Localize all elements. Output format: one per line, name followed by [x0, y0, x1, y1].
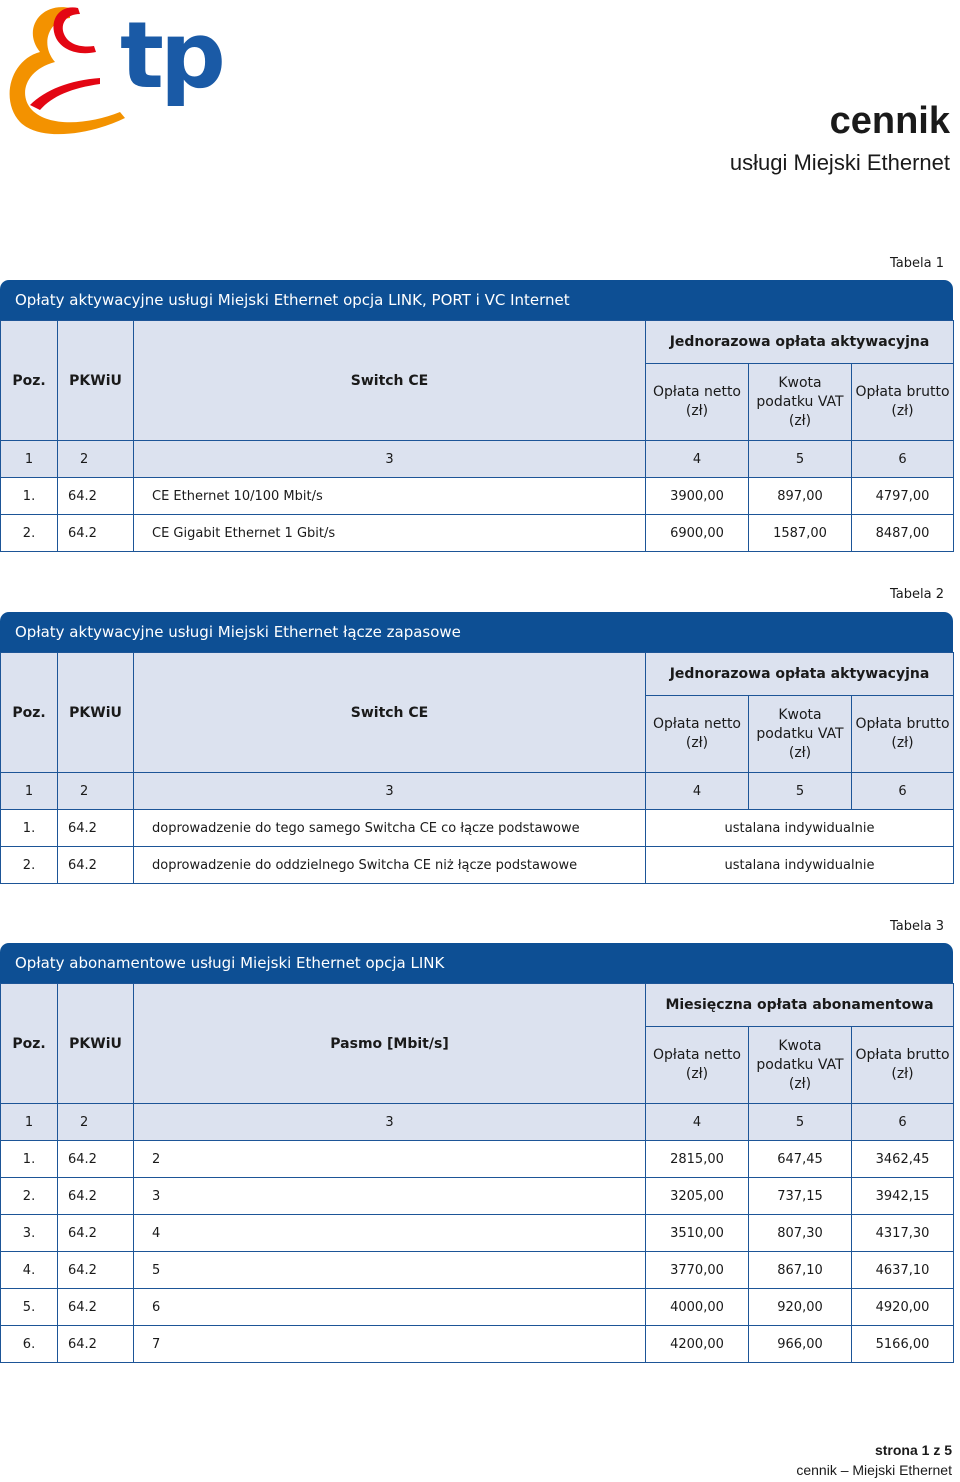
header-pkwiu: PKWiU: [58, 321, 134, 441]
cell-merged-price: ustalana indywidualnie: [646, 810, 954, 847]
header-vat: Kwota podatku VAT (zł): [749, 696, 852, 773]
col-number: 2: [58, 773, 134, 810]
cell-pkwiu: 64.2: [58, 1178, 134, 1215]
header-netto: Opłata netto (zł): [646, 1027, 749, 1104]
table-1: [0, 280, 953, 552]
cell-name: CE Gigabit Ethernet 1 Gbit/s: [134, 515, 646, 552]
cell-pkwiu: 64.2: [58, 1252, 134, 1289]
cell-poz: 1.: [1, 478, 58, 515]
table-caption: Opłaty aktywacyjne usługi Miejski Ethernet łącze zapasowe: [0, 612, 953, 652]
cell-netto: 4200,00: [646, 1326, 749, 1363]
header-pkwiu: PKWiU: [58, 653, 134, 773]
page-subtitle: usługi Miejski Ethernet: [729, 150, 950, 175]
cell-brutto: 8487,00: [852, 515, 954, 552]
table-row: [1, 1178, 954, 1215]
cell-poz: 2.: [1, 1178, 58, 1215]
cell-pkwiu: 64.2: [58, 478, 134, 515]
cell-name: doprowadzenie do tego samego Switcha CE co łącze podstawowe: [134, 810, 646, 847]
col-number: 6: [852, 441, 954, 478]
cell-pkwiu: 64.2: [58, 810, 134, 847]
header-brutto: Opłata brutto (zł): [852, 696, 954, 773]
cell-vat: 807,30: [749, 1215, 852, 1252]
header-vat: Kwota podatku VAT (zł): [749, 364, 852, 441]
cell-vat: 920,00: [749, 1289, 852, 1326]
header-brutto: Opłata brutto (zł): [852, 364, 954, 441]
cell-vat: 966,00: [749, 1326, 852, 1363]
cell-name: 4: [134, 1215, 646, 1252]
table-caption: Opłaty abonamentowe usługi Miejski Ethernet opcja LINK: [0, 943, 953, 983]
cell-brutto: 3462,45: [852, 1141, 954, 1178]
table-label: Tabela 2: [890, 587, 944, 602]
col-number: 5: [749, 773, 852, 810]
cell-brutto: 4797,00: [852, 478, 954, 515]
header-poz: Poz.: [1, 984, 58, 1104]
cell-brutto: 4317,30: [852, 1215, 954, 1252]
cell-netto: 3510,00: [646, 1215, 749, 1252]
cell-pkwiu: 64.2: [58, 1326, 134, 1363]
cell-poz: 4.: [1, 1252, 58, 1289]
cell-netto: 3205,00: [646, 1178, 749, 1215]
cell-poz: 2.: [1, 847, 58, 884]
col-number: 1: [1, 1104, 58, 1141]
header-pkwiu: PKWiU: [58, 984, 134, 1104]
price-table: [0, 983, 954, 1363]
col-number: 1: [1, 441, 58, 478]
cell-pkwiu: 64.2: [58, 1141, 134, 1178]
cell-pkwiu: 64.2: [58, 1289, 134, 1326]
price-table: [0, 652, 954, 884]
col-number: 5: [749, 441, 852, 478]
cell-merged-price: ustalana indywidualnie: [646, 847, 954, 884]
cell-poz: 2.: [1, 515, 58, 552]
cell-netto: 3900,00: [646, 478, 749, 515]
header-main: Switch CE: [134, 321, 646, 441]
col-number: 1: [1, 773, 58, 810]
cell-name: doprowadzenie do oddzielnego Switcha CE niż łącze podstawowe: [134, 847, 646, 884]
document-name: cennik – Miejski Ethernet: [796, 1462, 952, 1478]
header-netto: Opłata netto (zł): [646, 696, 749, 773]
table-row: [1, 478, 954, 515]
cell-poz: 1.: [1, 1141, 58, 1178]
cell-name: 3: [134, 1178, 646, 1215]
cell-pkwiu: 64.2: [58, 515, 134, 552]
header-vat: Kwota podatku VAT (zł): [749, 1027, 852, 1104]
table-row: [1, 1289, 954, 1326]
ampersand-logo-icon: [0, 0, 130, 140]
cell-poz: 1.: [1, 810, 58, 847]
cell-name: 7: [134, 1326, 646, 1363]
table-row: [1, 847, 954, 884]
cell-vat: 1587,00: [749, 515, 852, 552]
table-label: Tabela 3: [890, 919, 944, 934]
cell-poz: 5.: [1, 1289, 58, 1326]
col-number: 2: [58, 1104, 134, 1141]
cell-vat: 737,15: [749, 1178, 852, 1215]
col-number: 4: [646, 773, 749, 810]
logo-text: tp: [120, 2, 222, 109]
table-row: [1, 515, 954, 552]
header-group: Jednorazowa opłata aktywacyjna: [646, 321, 954, 364]
price-table: [0, 320, 954, 552]
cell-netto: 4000,00: [646, 1289, 749, 1326]
header-group: Jednorazowa opłata aktywacyjna: [646, 653, 954, 696]
header-group: Miesięczna opłata abonamentowa: [646, 984, 954, 1027]
col-number: 5: [749, 1104, 852, 1141]
cell-poz: 6.: [1, 1326, 58, 1363]
table-3: [0, 943, 953, 1363]
cell-brutto: 5166,00: [852, 1326, 954, 1363]
header-poz: Poz.: [1, 653, 58, 773]
col-number: 4: [646, 441, 749, 478]
col-number: 6: [852, 1104, 954, 1141]
tp-logo: [0, 0, 230, 140]
table-label: Tabela 1: [890, 256, 944, 271]
col-number: 3: [134, 773, 646, 810]
cell-poz: 3.: [1, 1215, 58, 1252]
table-row: [1, 1215, 954, 1252]
cell-vat: 867,10: [749, 1252, 852, 1289]
cell-pkwiu: 64.2: [58, 847, 134, 884]
cell-name: 6: [134, 1289, 646, 1326]
header-main: Pasmo [Mbit/s]: [134, 984, 646, 1104]
col-number: 6: [852, 773, 954, 810]
header-poz: Poz.: [1, 321, 58, 441]
page-title: cennik: [829, 100, 950, 142]
cell-brutto: 4637,10: [852, 1252, 954, 1289]
header-brutto: Opłata brutto (zł): [852, 1027, 954, 1104]
header-main: Switch CE: [134, 653, 646, 773]
cell-vat: 897,00: [749, 478, 852, 515]
header-netto: Opłata netto (zł): [646, 364, 749, 441]
table-row: [1, 1326, 954, 1363]
page-number: strona 1 z 5: [874, 1442, 952, 1458]
table-row: [1, 1141, 954, 1178]
table-caption: Opłaty aktywacyjne usługi Miejski Ethernet opcja LINK, PORT i VC Internet: [0, 280, 953, 320]
cell-brutto: 4920,00: [852, 1289, 954, 1326]
col-number: 3: [134, 441, 646, 478]
cell-brutto: 3942,15: [852, 1178, 954, 1215]
cell-name: 2: [134, 1141, 646, 1178]
cell-name: CE Ethernet 10/100 Mbit/s: [134, 478, 646, 515]
table-row: [1, 810, 954, 847]
table-2: [0, 612, 953, 884]
table-row: [1, 1252, 954, 1289]
cell-netto: 3770,00: [646, 1252, 749, 1289]
cell-name: 5: [134, 1252, 646, 1289]
cell-netto: 6900,00: [646, 515, 749, 552]
cell-netto: 2815,00: [646, 1141, 749, 1178]
col-number: 2: [58, 441, 134, 478]
cell-vat: 647,45: [749, 1141, 852, 1178]
col-number: 4: [646, 1104, 749, 1141]
col-number: 3: [134, 1104, 646, 1141]
cell-pkwiu: 64.2: [58, 1215, 134, 1252]
